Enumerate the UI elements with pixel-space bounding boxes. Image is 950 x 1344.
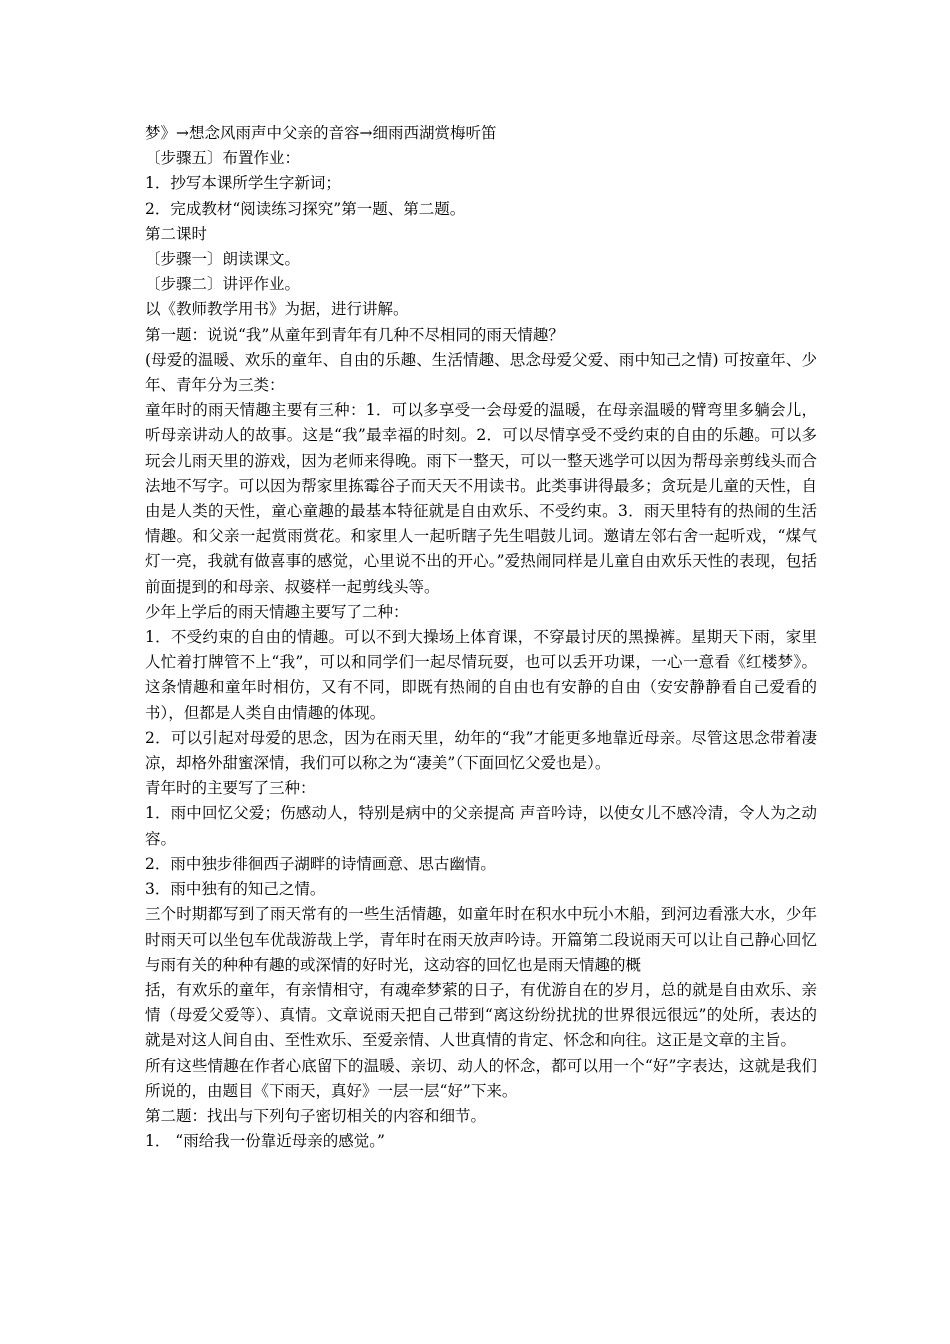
section-heading: 第二课时 <box>145 224 208 243</box>
paragraph: 童年时的雨天情趣主要有三种：1．可以多享受一会母爱的温暖，在母亲温暖的臂弯里多躺会儿，听母亲讲动人的故事。这是“我”最幸福的时刻。2．可以尽情享受不受约束的自由的乐趣。可以多玩会儿雨天里的游戏，因为老师来得晚。雨下一整天，可以一整天逃学可以因为帮母亲剪线头而合法地不写字。可以因为帮家里拣霉谷子而天天不用读书。此类事讲得最多；贪玩是儿童的天性，自由是人类的天性，童心童趣的最基本特征就是自由欢乐、不受约束。3．雨天里特有的热闹的生活情趣。和父亲一起赏雨赏花。和家里人一起听瞎子先生唱鼓儿词。邀请左邻右舍一起听戏，“煤气灯一亮，我就有做喜事的感觉，心里说不出的开心。”爱热闹同样是儿童自由欢乐天性的表现，包括前面提到的和母亲、叔婆样一起剪线头等。 <box>145 401 817 596</box>
step-heading: 〔步骤一〕朗读课文。 <box>145 250 301 269</box>
list-item: 2．完成教材“阅读练习探究”第一题、第二题。 <box>145 199 466 218</box>
paragraph: 青年时的主要写了三种： <box>145 779 316 798</box>
paragraph: (母爱的温暖、欢乐的童年、自由的乐趣、生活情趣、思念母爱父爱、雨中知己之情) 可按童年、少年、青年分为三类： <box>145 350 817 395</box>
paragraph: 以《教师教学用书》为据，进行讲解。 <box>145 300 409 319</box>
paragraph: 括，有欢乐的童年，有亲情相守，有魂牵梦萦的日子，有优游自在的岁月，总的就是自由欢乐、亲情（母爱父爱等）、真情。文章说雨天把自己带到“离这纷纷扰扰的世界很远很远”的处所，表达的就是对这人间自由、至性欢乐、至爱亲情、人世真情的肯定、怀念和向往。这正是文章的主旨。 <box>145 980 817 1050</box>
paragraph: 少年上学后的雨天情趣主要写了二种： <box>145 602 409 621</box>
text-line: 梦》→想念风雨声中父亲的音容→细雨西湖赏梅听笛 <box>145 124 497 142</box>
paragraph: 2．雨中独步徘徊西子湖畔的诗情画意、思古幽情。 <box>145 854 496 873</box>
paragraph: 1．不受约束的自由的情趣。可以不到大操场上体育课，不穿最讨厌的黑操裤。星期天下雨，家里人忙着打牌管不上“我”，可以和同学们一起尽情玩耍，也可以丢开功课，一心一意看《红楼梦》。这条情趣和童年时相仿，又有不同，即既有热闹的自由也有安静的自由（安安静静看自己爱看的书），但都是人类自由情趣的体现。 <box>145 628 817 722</box>
question-heading: 第二题：找出与下列句子密切相关的内容和细节。 <box>145 1106 487 1125</box>
paragraph: 3．雨中独有的知己之情。 <box>145 880 326 899</box>
step-heading: 〔步骤五〕布置作业： <box>145 149 301 168</box>
paragraph: 三个时期都写到了雨天常有的一些生活情趣，如童年时在积水中玩小木船，到河边看涨大水，少年时雨天可以坐包车优哉游哉上学，青年时在雨天放声吟诗。开篇第二段说雨天可以让自己静心回忆与雨有关的种种有趣的或深情的好时光，这动容的回忆也是雨天情趣的概 <box>145 905 817 974</box>
document-body <box>145 121 817 1154</box>
question-heading: 第一题：说说“我”从童年到青年有几种不尽相同的雨天情趣？ <box>145 325 564 344</box>
paragraph: 1．雨中回忆父爱；伤感动人，特别是病中的父亲提高 声音吟诗，以使女儿不感冷清，令人为之动容。 <box>145 804 817 848</box>
step-heading: 〔步骤二〕讲评作业。 <box>145 275 301 294</box>
paragraph: 所有这些情趣在作者心底留下的温暖、亲切、动人的怀念，都可以用一个“好”字表达，这就是我们所说的，由题目《下雨天，真好》一层一层“好”下来。 <box>145 1056 817 1100</box>
list-item: 1．抄写本课所学生字新词； <box>145 174 341 193</box>
paragraph: 2．可以引起对母爱的思念，因为在雨天里，幼年的“我”才能更多地靠近母亲。尽管这思念带着凄凉，却格外甜蜜深情，我们可以称之为“凄美”（下面回忆父爱也是）。 <box>145 728 817 773</box>
list-item: 1． “雨给我一份靠近母亲的感觉。” <box>145 1132 385 1151</box>
